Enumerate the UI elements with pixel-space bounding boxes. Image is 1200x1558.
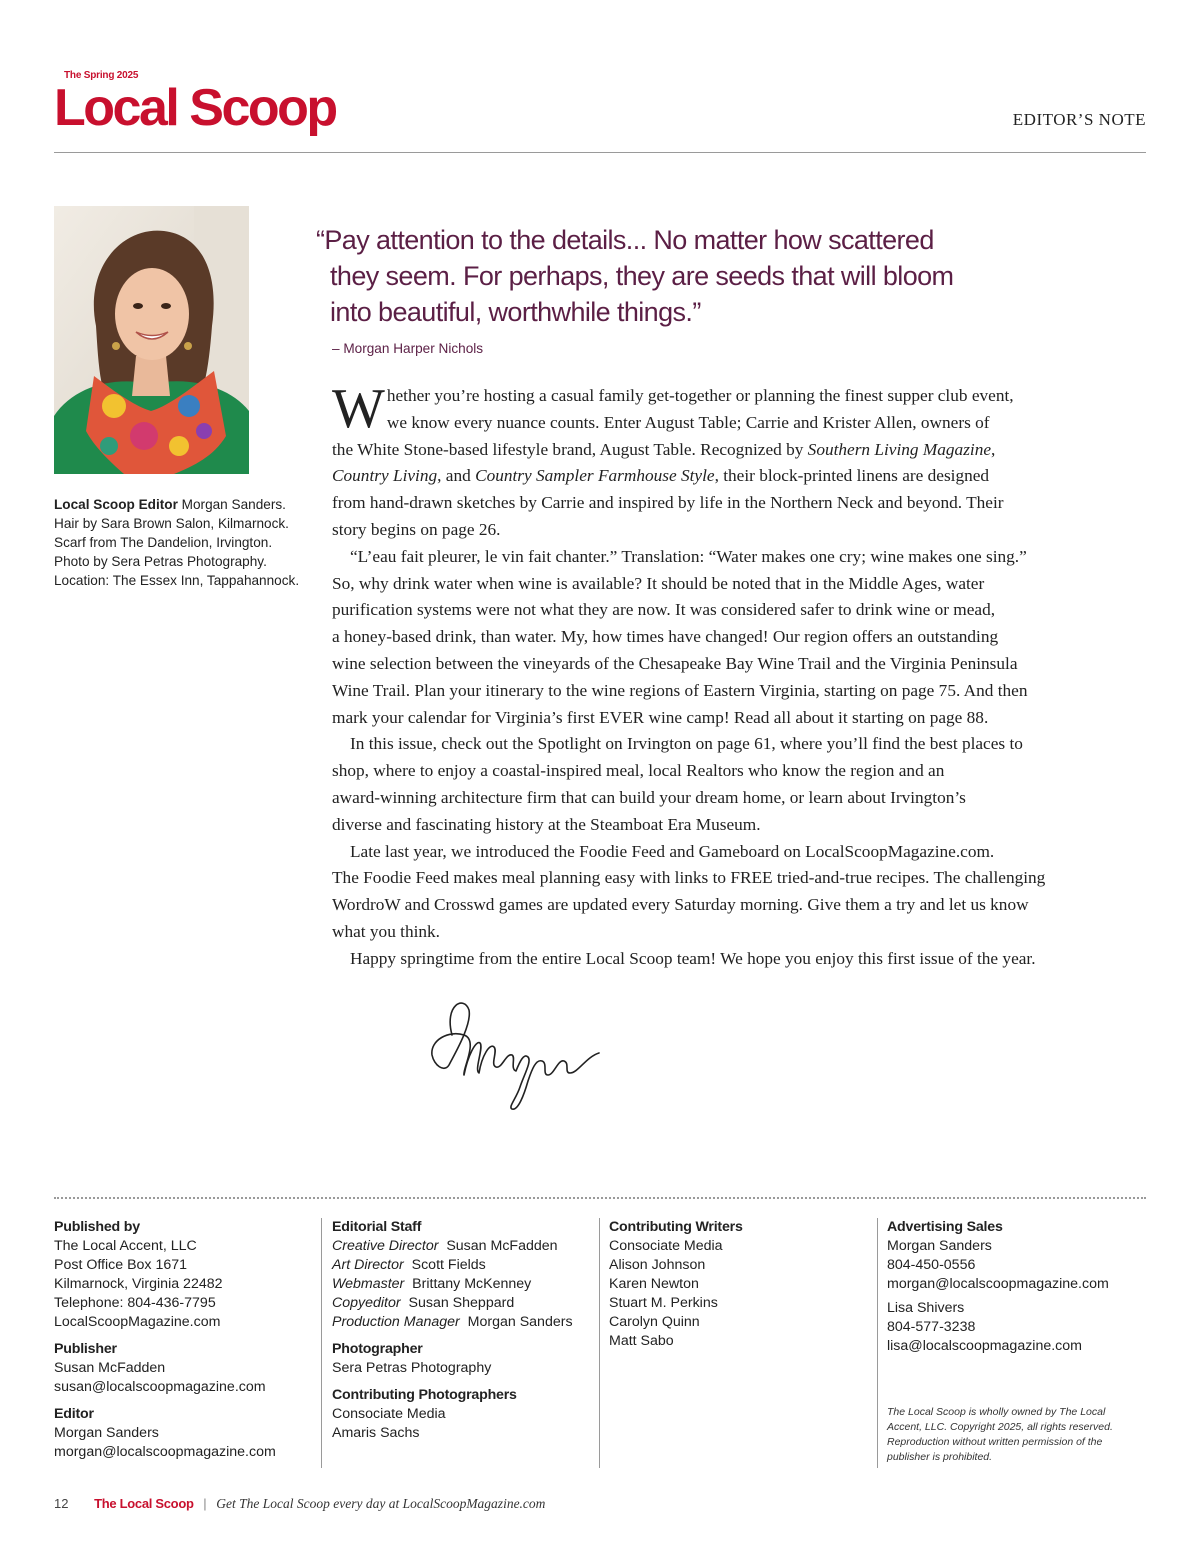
staff-column-writers: [609, 1218, 869, 1351]
editor-photo: [54, 206, 249, 474]
column-divider: [321, 1218, 322, 1468]
copyright-notice: The Local Scoop is wholly owned by The Local Accent, LLC. Copyright 2025, all rights reserved. Reproduction without written permission of the publisher is prohibited.: [887, 1406, 1113, 1463]
publication-name: Country Sampler Farmhouse Style: [475, 466, 715, 486]
staff-line: Consociate Media: [609, 1238, 723, 1254]
staff-heading: Publisher: [54, 1341, 117, 1357]
body-line: story begins on page 26.: [332, 519, 501, 539]
staff-line: Consociate Media: [332, 1406, 446, 1422]
quote-line: into beautiful, worthwhile things.”: [330, 297, 701, 327]
body-line: WordroW and Crosswd games are updated every Saturday morning. Give them a try and let us know: [332, 895, 1029, 915]
body-line: award-winning architecture firm that can build your dream home, or learn about Irvington’s: [332, 787, 966, 807]
footer-brand: The Local Scoop: [94, 1496, 194, 1511]
body-line: diverse and fascinating history at the Steamboat Era Museum.: [332, 814, 761, 834]
body-line: “L’eau fait pleurer, le vin fait chanter.” Translation: “Water makes one cry; wine makes one sing.”: [350, 546, 1027, 566]
footer-separator: |: [203, 1496, 207, 1511]
quote-line: they seem. For perhaps, they are seeds that will bloom: [330, 261, 954, 291]
quote-line: “Pay attention to the details... No matter how scattered: [316, 225, 934, 255]
staff-role-line: Art Director Scott Fields: [332, 1257, 486, 1273]
staff-heading: Contributing Photographers: [332, 1387, 517, 1403]
staff-line: Amaris Sachs: [332, 1425, 420, 1441]
staff-line: Telephone: 804-436-7795: [54, 1295, 216, 1311]
staff-line: Kilmarnock, Virginia 22482: [54, 1276, 223, 1292]
staff-line: Carolyn Quinn: [609, 1314, 700, 1330]
pull-quote: [316, 222, 996, 330]
body-line: mark your calendar for Virginia’s first EVER wine camp! Read all about it starting on page 88.: [332, 707, 989, 727]
body-line: wine selection between the vineyards of the Chesapeake Bay Wine Trail and the Virginia Peninsula: [332, 653, 1018, 673]
staff-role-line: Production Manager Morgan Sanders: [332, 1314, 573, 1330]
staff-column-publisher: [54, 1218, 314, 1462]
email-link[interactable]: morgan@localscoopmagazine.com: [54, 1444, 276, 1460]
staff-heading: Editorial Staff: [332, 1219, 422, 1235]
body-line: a honey-based drink, than water. My, how times have changed! Our region offers an outstanding: [332, 627, 999, 647]
body-line: Late last year, we introduced the Foodie Feed and Gameboard on LocalScoopMagazine.com.: [350, 841, 995, 861]
body-line: shop, where to enjoy a coastal-inspired meal, local Realtors who know the region and an: [332, 761, 945, 781]
drop-cap: W: [332, 378, 385, 440]
staff-role-line: Copyeditor Susan Sheppard: [332, 1295, 515, 1311]
staff-role-line: Webmaster Brittany McKenney: [332, 1276, 532, 1292]
body-line: hether you’re hosting a casual family get-together or planning the finest supper club event,: [386, 386, 1014, 405]
caption-line: Hair by Sara Brown Salon, Kilmarnock.: [54, 516, 289, 531]
staff-heading: Photographer: [332, 1341, 423, 1357]
email-link[interactable]: morgan@localscoopmagazine.com: [887, 1276, 1109, 1292]
staff-line: Morgan Sanders: [54, 1425, 159, 1441]
staff-line: Sera Petras Photography: [332, 1360, 492, 1376]
staff-line: Morgan Sanders: [887, 1238, 992, 1254]
caption-line: Location: The Essex Inn, Tappahannock.: [54, 573, 300, 588]
column-divider: [599, 1218, 600, 1468]
phone-number: 804-577-3238: [887, 1319, 976, 1335]
staff-heading: Published by: [54, 1219, 140, 1235]
staff-heading: Contributing Writers: [609, 1219, 743, 1235]
body-line: Happy springtime from the entire Local Scoop team! We hope you enjoy this first issue of the year.: [350, 948, 1036, 968]
footer-tagline: Get The Local Scoop every day at LocalScoopMagazine.com: [216, 1496, 546, 1511]
staff-line: Post Office Box 1671: [54, 1257, 188, 1273]
staff-line: Karen Newton: [609, 1276, 699, 1292]
quote-attribution: – Morgan Harper Nichols: [332, 341, 484, 356]
page-footer: [54, 1496, 545, 1512]
page-number: 12: [54, 1496, 69, 1511]
staff-line: The Local Accent, LLC: [54, 1238, 197, 1254]
staff-line: Susan McFadden: [54, 1360, 166, 1376]
column-divider: [877, 1218, 878, 1468]
body-line: from hand-drawn sketches by Carrie and inspired by life in the Northern Neck and beyond. Their: [332, 493, 1004, 513]
caption-lead: Local Scoop Editor: [54, 497, 178, 512]
body-line: the White Stone-based lifestyle brand, August Table. Recognized by Southern Living Magazine,: [332, 439, 996, 459]
staff-divider: [54, 1197, 1146, 1199]
header-rule: [54, 152, 1146, 153]
email-link[interactable]: susan@localscoopmagazine.com: [54, 1379, 266, 1395]
staff-line: Stuart M. Perkins: [609, 1295, 718, 1311]
magazine-logo: Local Scoop: [54, 79, 336, 137]
editor-signature: [424, 995, 604, 1115]
caption-line: Scarf from The Dandelion, Irvington.: [54, 535, 273, 550]
body-line: Wine Trail. Plan your itinerary to the wine regions of Eastern Virginia, starting on page 75. And then: [332, 680, 1028, 700]
body-line: what you think.: [332, 921, 440, 941]
website-link[interactable]: LocalScoopMagazine.com: [54, 1314, 221, 1330]
body-line: So, why drink water when wine is available? It should be noted that in the Middle Ages, water: [332, 573, 985, 593]
caption-line: Photo by Sera Petras Photography.: [54, 554, 267, 569]
staff-heading: Advertising Sales: [887, 1219, 1003, 1235]
staff-heading: Editor: [54, 1406, 94, 1422]
section-title: EDITOR’S NOTE: [1012, 110, 1146, 129]
publication-name: Southern Living Magazine: [807, 439, 992, 459]
body-line: purification systems were not what they are now. It was considered safer to drink wine or mead,: [332, 600, 996, 620]
staff-column-editorial: [332, 1218, 592, 1443]
staff-line: Matt Sabo: [609, 1333, 674, 1349]
email-link[interactable]: lisa@localscoopmagazine.com: [887, 1338, 1082, 1354]
body-line: Country Living, and Country Sampler Farmhouse Style, their block-printed linens are designed: [332, 466, 990, 486]
publication-name: Country Living: [332, 466, 438, 486]
phone-number: 804-450-0556: [887, 1257, 976, 1273]
issue-label: The Spring 2025: [64, 70, 139, 81]
photo-caption: [54, 495, 319, 590]
body-line: we know every nuance counts. Enter August Table; Carrie and Krister Allen, owners of: [386, 412, 990, 432]
staff-line: Lisa Shivers: [887, 1300, 965, 1316]
editor-letter: [332, 378, 1147, 973]
staff-line: Alison Johnson: [609, 1257, 706, 1273]
staff-column-advertising: [887, 1218, 1147, 1356]
body-line: In this issue, check out the Spotlight on Irvington on page 61, where you’ll find the best places to: [350, 734, 1023, 754]
staff-role-line: Creative Director Susan McFadden: [332, 1238, 558, 1254]
body-line: The Foodie Feed makes meal planning easy with links to FREE tried-and-true recipes. The challenging: [332, 868, 1046, 888]
caption-line: Morgan Sanders.: [177, 497, 286, 512]
